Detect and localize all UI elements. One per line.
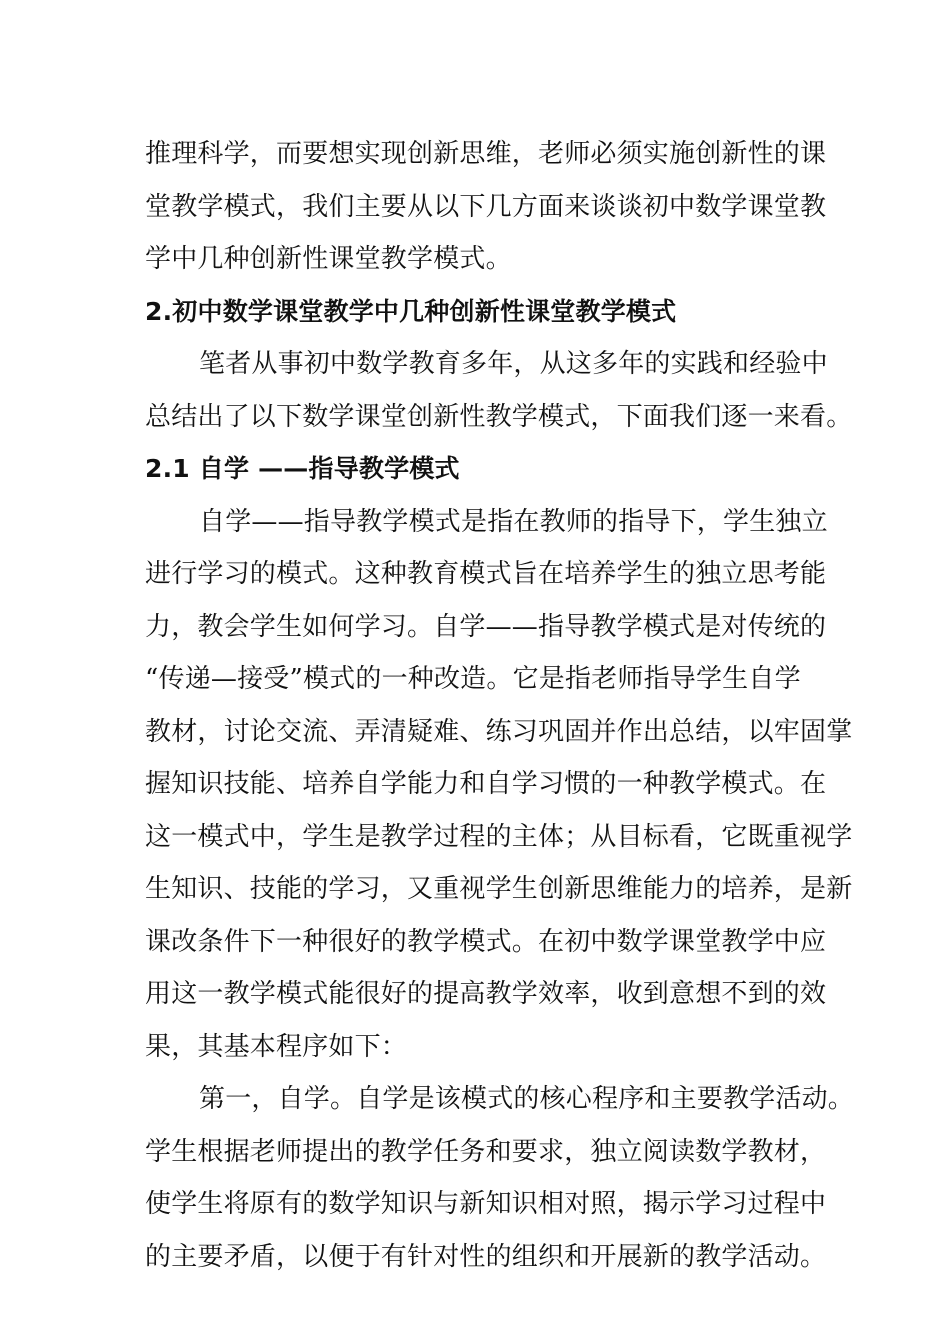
paragraph-intro-continuation <box>145 128 827 286</box>
text-line: 的主要矛盾，以便于有针对性的组织和开展新的教学活动。 <box>145 1241 827 1272</box>
text-line: 这一模式中，学生是教学过程的主体；从目标看，它既重视学 <box>145 821 853 852</box>
text-line: 第一，自学。自学是该模式的核心程序和主要教学活动。 <box>199 1084 855 1114</box>
text-line: 教材，讨论交流、弄清疑难、练习巩固并作出总结，以牢固掌 <box>145 716 853 747</box>
text-line: 进行学习的模式。这种教育模式旨在培养学生的独立思考能 <box>145 559 827 589</box>
text-line: 生知识、技能的学习，又重视学生创新思维能力的培养，是新 <box>145 874 853 904</box>
text-line: 握知识技能、培养自学能力和自学习惯的一种教学模式。在 <box>145 769 827 799</box>
text-line: 果，其基本程序如下： <box>145 1031 408 1062</box>
text-line: 力，教会学生如何学习。自学——指导教学模式是对传统的 <box>145 611 827 642</box>
paragraph-self-study-model <box>145 496 853 1074</box>
section-heading-2: 2.初中数学课堂教学中几种创新性课堂教学模式 <box>145 296 677 326</box>
text-line: 笔者从事初中数学教育多年，从这多年的实践和经验中 <box>199 349 828 379</box>
text-line: 用这一教学模式能很好的提高教学效率，收到意想不到的效 <box>145 979 827 1009</box>
text-line: 课改条件下一种很好的教学模式。在初中数学课堂教学中应 <box>145 926 827 957</box>
text-line: 自学——指导教学模式是指在教师的指导下，学生独立 <box>199 506 828 537</box>
document-body <box>145 128 855 1283</box>
text-line: 使学生将原有的数学知识与新知识相对照，揭示学习过程中 <box>145 1189 827 1219</box>
section-heading-2-1: 2.1 自学 ——指导教学模式 <box>145 454 460 483</box>
text-line: 学中几种创新性课堂教学模式。 <box>145 244 512 274</box>
text-line: 学生根据老师提出的教学任务和要求，独立阅读数学教材， <box>145 1136 827 1167</box>
text-line: 推理科学，而要想实现创新思维，老师必须实施创新性的课 <box>145 139 827 169</box>
paragraph-step-one <box>145 1073 855 1283</box>
text-line: 堂教学模式，我们主要从以下几方面来谈谈初中数学课堂教 <box>145 191 827 222</box>
text-line: 总结出了以下数学课堂创新性教学模式，下面我们逐一来看。 <box>145 401 853 432</box>
text-line: “传递—接受”模式的一种改造。它是指老师指导学生自学 <box>145 664 801 694</box>
paragraph-section-2-intro <box>145 338 853 443</box>
